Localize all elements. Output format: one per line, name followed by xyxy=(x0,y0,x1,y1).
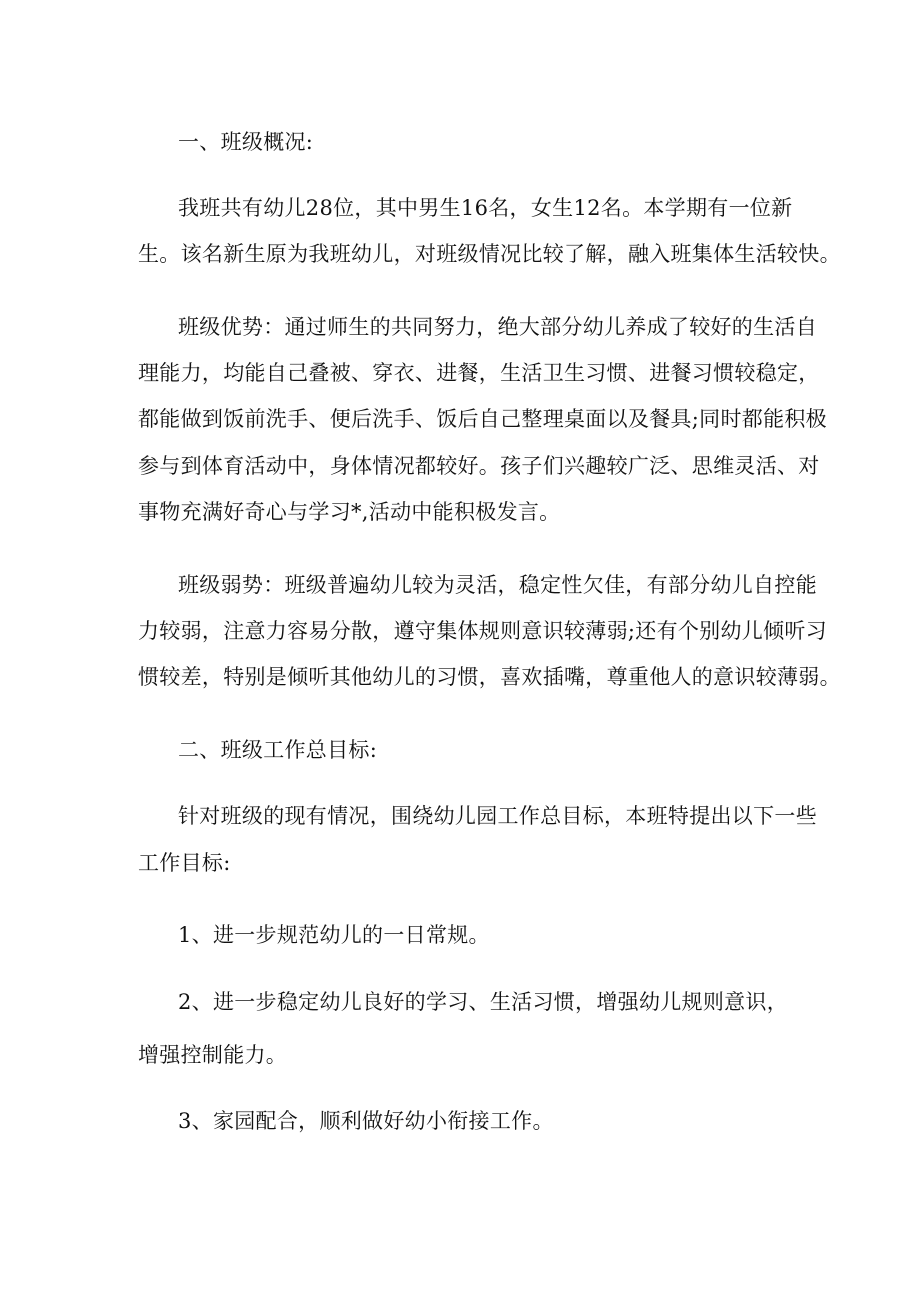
paragraph-line: 3、家园配合，顺利做好幼小衔接工作。 xyxy=(178,1109,554,1133)
paragraph-line: 力较弱，注意力容易分散，遵守集体规则意识较薄弱;还有个别幼儿倾听习 xyxy=(138,619,827,643)
paragraph-line: 惯较差，特别是倾听其他幼儿的习惯，喜欢插嘴，尊重他人的意识较薄弱。 xyxy=(138,665,841,689)
paragraph-line: 都能做到饭前洗手、便后洗手、饭后自己整理桌面以及餐具;同时都能积极 xyxy=(138,407,827,431)
paragraph-line: 理能力，均能自己叠被、穿衣、进餐，生活卫生习惯、进餐习惯较稳定， xyxy=(138,361,820,385)
section-heading-class-goals: 二、班级工作总目标: xyxy=(178,738,378,762)
paragraph-line: 增强控制能力。 xyxy=(138,1043,288,1067)
paragraph-line: 我班共有幼儿28位，其中男生16名，女生12名。本学期有一位新 xyxy=(178,196,793,220)
paragraph-line: 工作目标: xyxy=(138,851,231,875)
paragraph-line: 班级优势：通过师生的共同努力，绝大部分幼儿养成了较好的生活自 xyxy=(178,315,817,339)
paragraph-line: 生。该名新生原为我班幼儿，对班级情况比较了解，融入班集体生活较快。 xyxy=(138,242,841,266)
paragraph-line: 1、进一步规范幼儿的一日常规。 xyxy=(178,923,490,947)
paragraph-line: 2、进一步稳定幼儿良好的学习、生活习惯，增强幼儿规则意识， xyxy=(178,990,789,1014)
paragraph-line: 针对班级的现有情况，围绕幼儿园工作总目标，本班特提出以下一些 xyxy=(178,804,817,828)
section-heading-class-overview: 一、班级概况: xyxy=(178,130,314,154)
paragraph-line: 事物充满好奇心与学习*,活动中能积极发言。 xyxy=(138,500,561,524)
paragraph-line: 班级弱势：班级普遍幼儿较为灵活，稳定性欠佳，有部分幼儿自控能 xyxy=(178,573,817,597)
paragraph-line: 参与到体育活动中，身体情况都较好。孩子们兴趣较广泛、思维灵活、对 xyxy=(138,454,820,478)
